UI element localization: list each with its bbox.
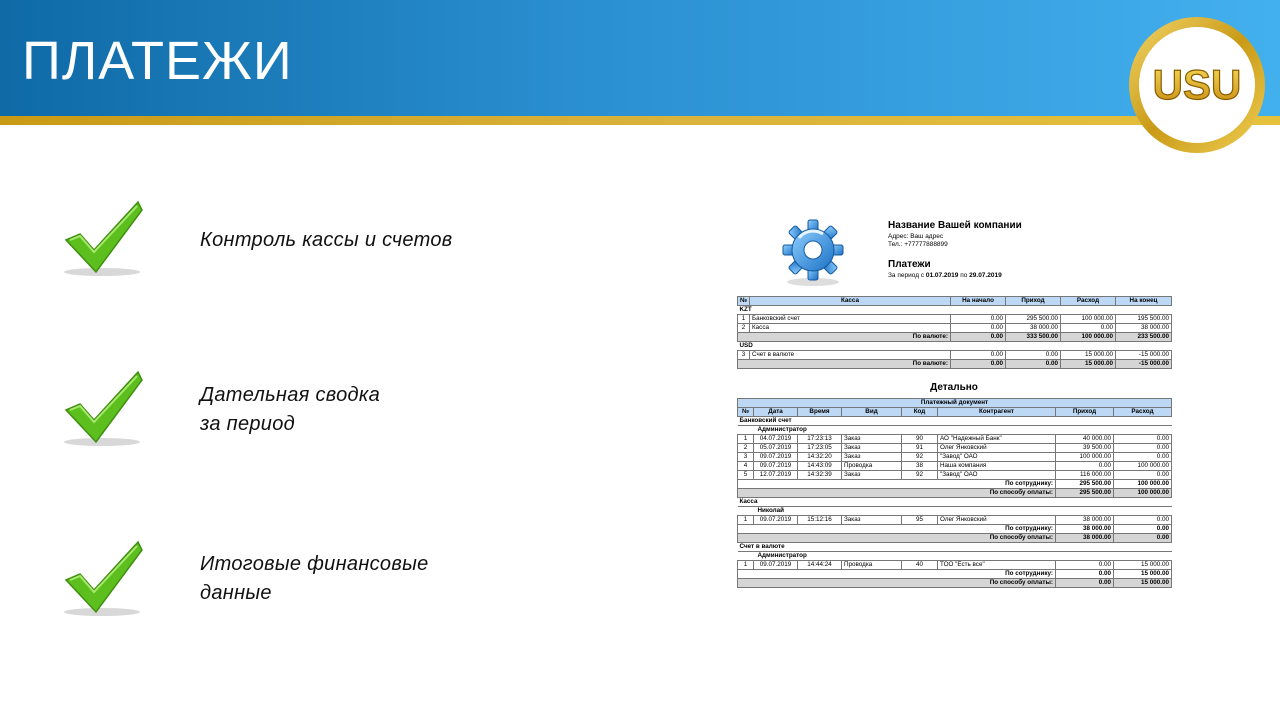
total-row: По валюте: 0.00 0.00 15 000.00 -15 000.00 — [738, 360, 1172, 369]
detail-super-header: Платежный документ — [738, 399, 1172, 408]
table-row: 4 09.07.2019 14:43:09 Проводка 38 Наша компания 0.00 100 000.00 — [738, 462, 1172, 471]
column-header: Время — [798, 408, 842, 417]
checkmark-icon — [60, 368, 150, 448]
bullet-text-1: Контроль кассы и счетов — [200, 229, 453, 251]
column-header: Контрагент — [938, 408, 1056, 417]
column-header: Дата — [754, 408, 798, 417]
table-row: 1 09.07.2019 15:12:16 Заказ 95 Олег Янковский 38 000.00 0.00 — [738, 516, 1172, 525]
column-header: Расход — [1114, 408, 1172, 417]
detail-table — [737, 398, 1172, 588]
subtotal-row: По сотруднику: 0.00 15 000.00 — [738, 570, 1172, 579]
table-row: 1 Банковский счет 0.00 295 500.00 100 000.00 195 500.00 — [738, 315, 1172, 324]
employee-row: Николай — [738, 507, 1172, 516]
currency-group-row: KZT — [738, 306, 1172, 315]
column-header: № — [738, 408, 754, 417]
bullet-text-3: Итоговые финансовые данные — [200, 553, 429, 604]
company-contacts: Адрес: Ваш адрес Тел.: +77777888899 — [888, 233, 948, 248]
total-row: По валюте: 0.00 333 500.00 100 000.00 233 500.00 — [738, 333, 1172, 342]
logo-text: USU — [1152, 61, 1242, 108]
subtotal-row: По сотруднику: 38 000.00 0.00 — [738, 525, 1172, 534]
currency-group-row: USD — [738, 342, 1172, 351]
company-name: Название Вашей компании — [888, 220, 1022, 231]
table-row: 2 05.07.2019 17:23:05 Заказ 91 Олег Янковский 39 500.00 0.00 — [738, 444, 1172, 453]
usu-logo — [1127, 15, 1267, 155]
detail-header-row — [738, 408, 1172, 417]
account-row: Счет в валюте — [738, 543, 1172, 552]
bullet-text-2: Дательная сводка за период — [200, 384, 381, 435]
table-row: 1 04.07.2019 17:23:13 Заказ 90 АО "Надежный Банк" 40 000.00 0.00 — [738, 435, 1172, 444]
report-period: За период с 01.07.2019 по 29.07.2019 — [888, 272, 1002, 279]
summary-table — [737, 296, 1172, 369]
total-row: По способу оплаты: 295 500.00 100 000.00 — [738, 489, 1172, 498]
report-title: Платежи — [888, 259, 931, 270]
column-header: № — [738, 297, 750, 306]
summary-header-row — [738, 297, 1172, 306]
column-header: Касса — [750, 297, 951, 306]
column-header: Приход — [1056, 408, 1114, 417]
table-row: 3 Счет в валюте 0.00 0.00 15 000.00 -15 000.00 — [738, 351, 1172, 360]
account-row: Касса — [738, 498, 1172, 507]
gear-icon — [777, 216, 849, 288]
column-header: На начало — [951, 297, 1006, 306]
total-row: По способу оплаты: 0.00 15 000.00 — [738, 579, 1172, 588]
subtotal-row: По сотруднику: 295 500.00 100 000.00 — [738, 480, 1172, 489]
checkmark-icon — [60, 198, 150, 278]
total-row: По способу оплаты: 38 000.00 0.00 — [738, 534, 1172, 543]
checkmark-icon — [60, 538, 150, 618]
column-header: Вид — [842, 408, 902, 417]
title-banner — [0, 0, 1280, 116]
table-row: 1 09.07.2019 14:44:24 Проводка 40 ТОО "Есть все" 0.00 15 000.00 — [738, 561, 1172, 570]
column-header: Код — [902, 408, 938, 417]
column-header: На конец — [1116, 297, 1172, 306]
column-header: Приход — [1006, 297, 1061, 306]
account-row: Банковский счет — [738, 417, 1172, 426]
employee-row: Администратор — [738, 552, 1172, 561]
detail-heading: Детально — [930, 382, 978, 393]
employee-row: Администратор — [738, 426, 1172, 435]
table-row: 3 09.07.2019 14:32:20 Заказ 92 "Завод" ОАО 100 000.00 0.00 — [738, 453, 1172, 462]
column-header: Расход — [1061, 297, 1116, 306]
page-title: ПЛАТЕЖИ — [22, 31, 293, 91]
table-row: 2 Касса 0.00 38 000.00 0.00 38 000.00 — [738, 324, 1172, 333]
accent-bar — [0, 116, 1280, 125]
table-row: 5 12.07.2019 14:32:39 Заказ 92 "Завод" ОАО 116 000.00 0.00 — [738, 471, 1172, 480]
